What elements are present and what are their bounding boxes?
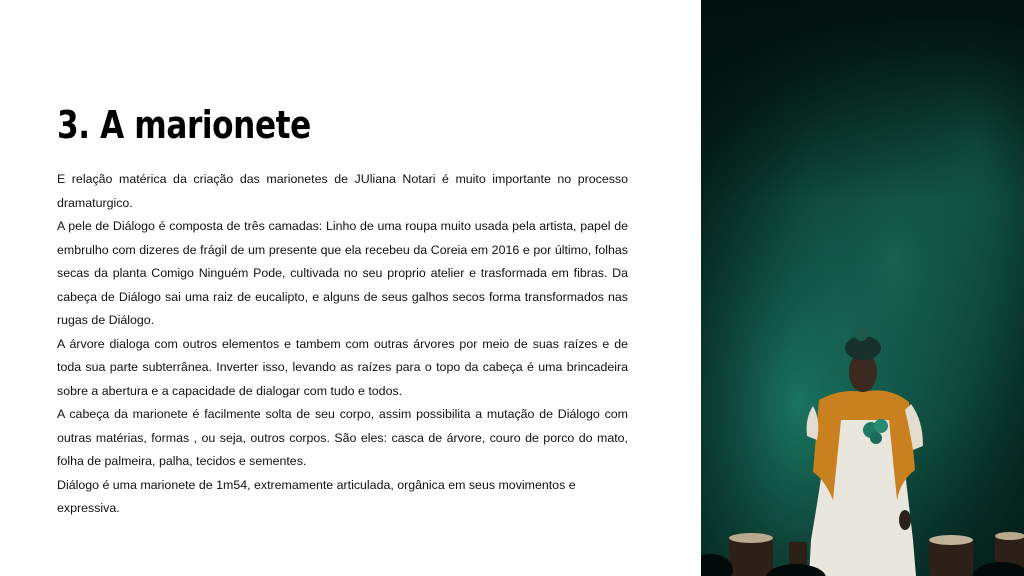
body-text xyxy=(57,168,628,521)
page-title: 3. A marionete xyxy=(57,103,311,147)
stage-photo-image xyxy=(701,0,1024,576)
paragraph: Diálogo é uma marionete de 1m54, extremamente articulada, orgânica em seus movimentos e expressiva. xyxy=(57,477,576,515)
paragraph: A cabeça da marionete é facilmente solta de seu corpo, assim possibilita a mutação de Diálogo com outras matérias, formas , ou seja, outros corpos. São eles: casca de árvore, couro de porco do mato, folha de palmeira, palha, tecidos e sementes. xyxy=(57,407,628,468)
stage-photo xyxy=(701,0,1024,576)
paragraph: A pele de Diálogo é composta de três camadas: Linho de uma roupa muito usada pela artista, papel de embrulho com dizeres de frágil de um presente que ela recebeu da Coreia em 2016 e por último, folhas secas da planta Comigo Ninguém Pode, cultivada no seu proprio atelier e trasformada em fibras. Da cabeça de Diálogo sai uma raiz de eucalipto, e alguns de seus galhos secos forma transformados nas rugas de Diálogo. xyxy=(57,219,628,327)
paragraph: A árvore dialoga com outros elementos e tambem com outras árvores por meio de suas raízes e de toda sua parte subterrânea. Inverter isso, levando as raízes para o topo da cabeça é uma brincadeira sobre a abertura e a capacidade de dialogar com tudo e todos. xyxy=(57,336,628,398)
paragraph: E relação matérica da criação das marionetes de JUliana Notari é muito importante no processo dramaturgico. xyxy=(57,172,628,210)
